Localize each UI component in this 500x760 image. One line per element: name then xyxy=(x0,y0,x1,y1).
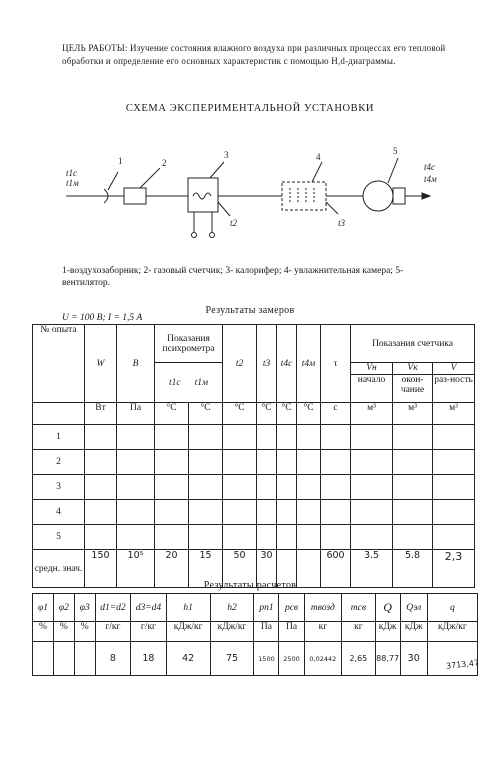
calc-unit: % xyxy=(74,622,95,642)
calc-header: h1 xyxy=(166,594,210,622)
t2-label: t2 xyxy=(230,218,238,228)
header-t1m: t1м xyxy=(194,377,209,388)
unit-cell: °C xyxy=(297,403,321,425)
component-number-1: 1 xyxy=(118,156,123,166)
unit-cell: °C xyxy=(189,403,223,425)
calc-unit: кг xyxy=(342,622,375,642)
avg-value: 10⁵ xyxy=(117,550,155,588)
component-number-4: 4 xyxy=(316,152,321,162)
calc-unit: Па xyxy=(254,622,279,642)
calc-header: pn1 xyxy=(254,594,279,622)
header-end: окон-чание xyxy=(393,375,433,403)
calc-unit: % xyxy=(53,622,74,642)
row-number: 2 xyxy=(33,450,85,475)
unit-cell: м³ xyxy=(433,403,475,425)
calc-header: pcв xyxy=(279,594,304,622)
avg-value: 150 xyxy=(85,550,117,588)
calc-header: mвозд xyxy=(304,594,342,622)
header-psychrometer: Показания психрометра xyxy=(155,325,223,363)
calc-header: φ2 xyxy=(53,594,74,622)
calc-unit: кДж/кг xyxy=(166,622,210,642)
unit-cell: м³ xyxy=(351,403,393,425)
calc-table xyxy=(32,593,478,676)
calc-header: Q xyxy=(375,594,400,622)
table-row xyxy=(33,500,475,525)
intro-text: ЦЕЛЬ РАБОТЫ: Изучение состояния влажного воздуха при различных процессах его тепловой обработки и определение его основных характеристик с помощью H,d-диаграммы. xyxy=(62,43,446,66)
calc-units-row xyxy=(33,622,478,642)
measurements-title: Результаты замеров xyxy=(205,305,295,316)
avg-value: 30 xyxy=(257,550,277,588)
row-number: 1 xyxy=(33,425,85,450)
header-t4c: t4c xyxy=(277,325,297,403)
units-row xyxy=(33,403,475,425)
unit-cell: м³ xyxy=(393,403,433,425)
measurements-table xyxy=(32,324,475,588)
calc-value: 42 xyxy=(166,642,210,676)
component-number-3: 3 xyxy=(224,150,229,160)
unit-cell: °C xyxy=(277,403,297,425)
header-diff: раз-ность xyxy=(433,375,475,403)
calc-header: h2 xyxy=(210,594,254,622)
header-vn: Vн xyxy=(351,363,393,375)
experimental-setup-diagram xyxy=(60,140,460,255)
calc-value: 2500 xyxy=(279,642,304,676)
avg-value: 3.5 xyxy=(351,550,393,588)
unit-cell: °C xyxy=(155,403,189,425)
avg-value: 600 xyxy=(321,550,351,588)
calc-title: Результаты расчетов xyxy=(203,580,297,591)
calc-unit: кДж xyxy=(375,622,400,642)
calc-header: q xyxy=(427,594,477,622)
header-start: начало xyxy=(351,375,393,403)
humidifier-chamber xyxy=(282,182,326,210)
calc-unit: кг xyxy=(304,622,342,642)
header-t2: t2 xyxy=(223,325,257,403)
t3-label: t3 xyxy=(338,218,346,228)
calc-header: d1=d2 xyxy=(95,594,131,622)
scheme-title: СХЕМА ЭКСПЕРИМЕНТАЛЬНОЙ УСТАНОВКИ xyxy=(125,103,375,114)
calc-header: φ1 xyxy=(33,594,54,622)
outlet-label-1: t4c xyxy=(424,162,435,172)
unit-cell: Па xyxy=(117,403,155,425)
calc-value: 18 xyxy=(131,642,167,676)
extra-handwritten-value: 3713,47 xyxy=(445,658,480,671)
calc-value xyxy=(53,642,74,676)
legend-text: 1-воздухозаборник; 2- газовый счетчик; 3- калорифер; 4- увлажнительная камера; 5- вентилятор. xyxy=(62,266,404,288)
calc-value: 75 xyxy=(210,642,254,676)
inlet-label-1: t1c xyxy=(66,168,77,178)
measurement-conditions: U = 100 В; I = 1,5 А xyxy=(62,313,143,323)
calc-unit: г/кг xyxy=(95,622,131,642)
unit-cell: °C xyxy=(257,403,277,425)
row-number: 3 xyxy=(33,475,85,500)
calc-header: mсв xyxy=(342,594,375,622)
calc-unit: кДж xyxy=(400,622,427,642)
component-number-2: 2 xyxy=(162,158,167,168)
row-number: 4 xyxy=(33,500,85,525)
avg-value: 5.8 xyxy=(393,550,433,588)
calc-header-row xyxy=(33,594,478,622)
table-row xyxy=(33,475,475,500)
outlet-label-2: t4м xyxy=(424,174,437,184)
inlet-label-2: t1м xyxy=(66,178,79,188)
calc-unit: кДж/кг xyxy=(427,622,477,642)
row-number: 5 xyxy=(33,525,85,550)
table-row xyxy=(33,450,475,475)
unit-cell: с xyxy=(321,403,351,425)
table-row xyxy=(33,525,475,550)
calc-value: 30 xyxy=(400,642,427,676)
calc-value: 2,65 xyxy=(342,642,375,676)
unit-cell: °C xyxy=(223,403,257,425)
calc-value: 1500 xyxy=(254,642,279,676)
calc-value: 0,02442 xyxy=(304,642,342,676)
header-t4m: t4м xyxy=(297,325,321,403)
calc-header: d3=d4 xyxy=(131,594,167,622)
avg-value: 15 xyxy=(189,550,223,588)
calc-unit: г/кг xyxy=(131,622,167,642)
calc-value: 88,77 xyxy=(375,642,400,676)
header-t3: t3 xyxy=(257,325,277,403)
calc-unit: Па xyxy=(279,622,304,642)
fan xyxy=(363,181,393,211)
header-vk: Vк xyxy=(393,363,433,375)
header-num: № опыта xyxy=(33,325,85,403)
header-counter: Показания счетчика xyxy=(351,325,475,363)
calc-unit: % xyxy=(33,622,54,642)
flow-arrow xyxy=(422,193,430,199)
heater xyxy=(188,178,218,212)
calc-header: Qэл xyxy=(400,594,427,622)
header-b: B xyxy=(117,325,155,403)
header-tau: τ xyxy=(321,325,351,403)
header-t1c: t1c xyxy=(168,377,181,388)
calc-header: φ3 xyxy=(74,594,95,622)
average-label: средн. знач. xyxy=(33,550,85,588)
calc-value xyxy=(33,642,54,676)
component-number-5: 5 xyxy=(393,146,398,156)
avg-value: 20 xyxy=(155,550,189,588)
header-v: V xyxy=(433,363,475,375)
table-row xyxy=(33,425,475,450)
calc-value: 8 xyxy=(95,642,131,676)
avg-value: 50 xyxy=(223,550,257,588)
header-w: W xyxy=(85,325,117,403)
avg-value: 2,3 xyxy=(433,550,475,588)
gas-counter xyxy=(124,188,146,204)
unit-cell: Вт xyxy=(85,403,117,425)
calc-unit: кДж/кг xyxy=(210,622,254,642)
calc-values-row xyxy=(33,642,478,676)
calc-value xyxy=(74,642,95,676)
